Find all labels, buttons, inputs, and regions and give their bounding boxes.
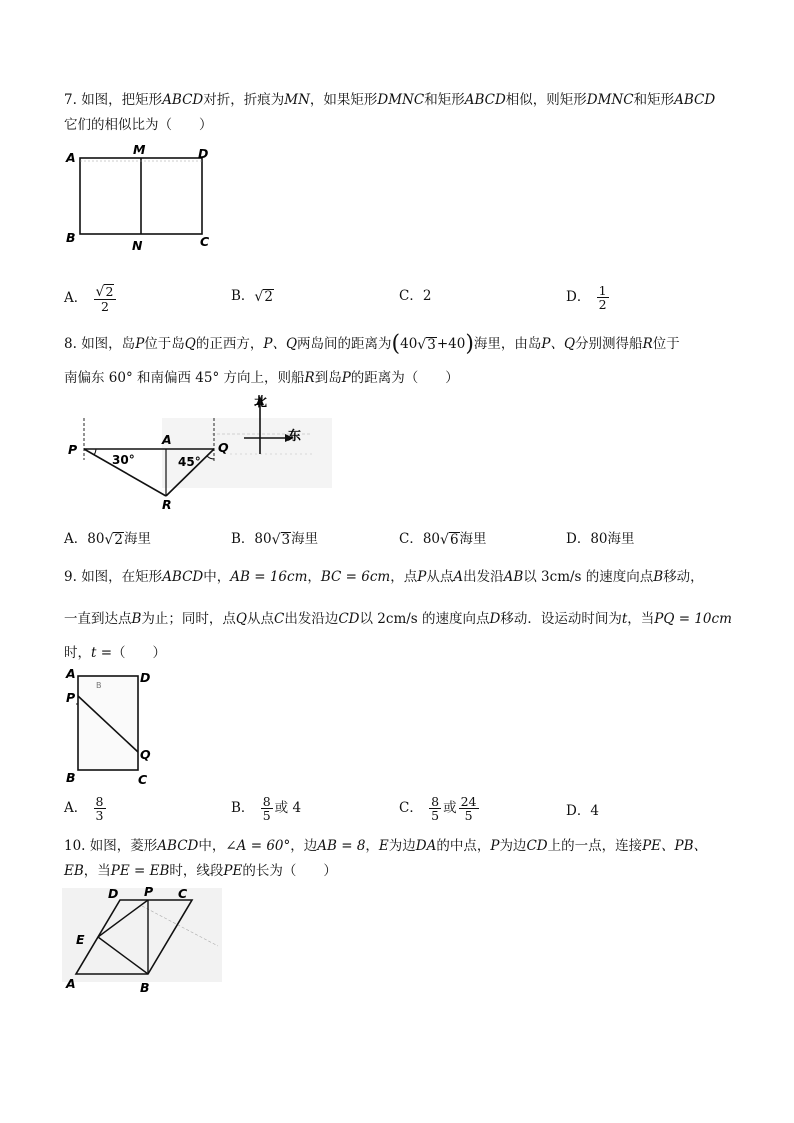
q10-label-C: C [178, 886, 188, 901]
svg-text:B: B [96, 681, 102, 690]
q9-label-P: P [66, 690, 76, 705]
q8-label-north: 北 [254, 395, 268, 410]
q9-line-3: 时，t =（ ） [64, 645, 167, 661]
q9-label-A: A [66, 666, 76, 681]
q9-option-d[interactable]: D．4 [566, 803, 599, 819]
q7-number: 7. [64, 92, 77, 108]
q8-line-2: 南偏东 60° 和南偏西 45° 方向上，则船R到岛P的距离为（ ） [64, 370, 459, 386]
q8-label-R: R [162, 497, 172, 512]
q9-option-b[interactable]: B． $\frac{8}{5}$ 或 4 [231, 794, 302, 823]
q8-figure [62, 388, 332, 514]
q8-label-east: 东 [288, 429, 302, 444]
q8-line-1: 8. 如图，岛P位于岛Q的正西方，P、Q两岛间的距离为(40√3+40)海里，由岛P、Q分别测得船R位于 [64, 331, 680, 357]
q9-label-D: D [140, 670, 151, 685]
q7-label-M: M [133, 142, 146, 157]
q10-label-E: E [76, 932, 85, 947]
q10-line-1: 10. 如图，菱形ABCD中，∠A = 60°，边AB = 8，E为边DA的中点，P为边CD上的一点，连接PE、PB、 [64, 838, 708, 854]
q9-option-c[interactable]: C． $\frac{8}{5}$ 或 $\frac{24}{5}$ [399, 794, 477, 823]
q8-scan-background [162, 418, 332, 488]
q8-label-angle-30: 30° [112, 453, 135, 467]
q9-figure [62, 664, 162, 788]
q7-option-d[interactable]: D． $\frac{1}{2}$ [566, 283, 607, 312]
q9-line-1: 9. 如图，在矩形ABCD中，AB = 16cm，BC = 6cm，点P从点A出发沿AB以 3cm/s 的速度向点B移动， [64, 569, 704, 585]
q7-line-2: 它们的相似比为（ ） [64, 117, 213, 133]
q7-label-N: N [132, 238, 143, 253]
q7-label-C: C [200, 234, 210, 249]
q8-label-P: P [68, 442, 78, 457]
q8-arc-30 [94, 449, 96, 455]
q9-option-a[interactable]: A． $\frac{8}{3}$ [64, 794, 104, 823]
q7-label-A: A [66, 150, 76, 165]
q8-option-a[interactable]: A．80√2海里 [64, 531, 151, 548]
q10-label-P: P [144, 884, 154, 899]
q8-option-c[interactable]: C．80√6海里 [399, 531, 487, 548]
q8-option-b[interactable]: B．80√3海里 [231, 531, 319, 548]
q7-option-b[interactable]: B．√2 [231, 288, 273, 305]
q9-line-2: 一直到达点B为止；同时，点Q从点C出发沿边CD以 2cm/s 的速度向点D移动．设运动时间为t，当PQ = 10cm [64, 611, 732, 627]
q7-label-B: B [66, 230, 76, 245]
q10-label-B: B [140, 980, 150, 995]
q8-number: 8. [64, 336, 77, 352]
q7-option-a[interactable]: A． $\frac{√2}{2}$ [64, 284, 118, 313]
q9-number: 9. [64, 569, 77, 585]
q9-label-B: B [66, 770, 76, 785]
q8-label-Q: Q [218, 440, 229, 455]
q7-line-1: 7. 如图，把矩形ABCD对折，折痕为MN，如果矩形DMNC和矩形ABCD相似，则矩形DMNC和矩形ABCD [64, 92, 716, 108]
q10-figure [62, 884, 222, 998]
q7-option-c[interactable]: C．2 [399, 288, 432, 304]
q8-label-angle-45: 45° [178, 455, 201, 469]
q10-scan-background [62, 888, 222, 982]
q9-label-Q: Q [140, 747, 151, 762]
q8-option-d[interactable]: D．80海里 [566, 531, 635, 547]
q10-number: 10. [64, 838, 86, 854]
q9-label-C: C [138, 772, 148, 787]
q10-line-2: EB，当PE = EB时，线段PE的长为（ ） [64, 863, 337, 879]
q10-label-D: D [108, 886, 119, 901]
q8-label-A: A [162, 432, 172, 447]
q7-label-D: D [198, 146, 209, 161]
q7-figure [62, 142, 222, 254]
q10-label-A: A [66, 976, 76, 991]
